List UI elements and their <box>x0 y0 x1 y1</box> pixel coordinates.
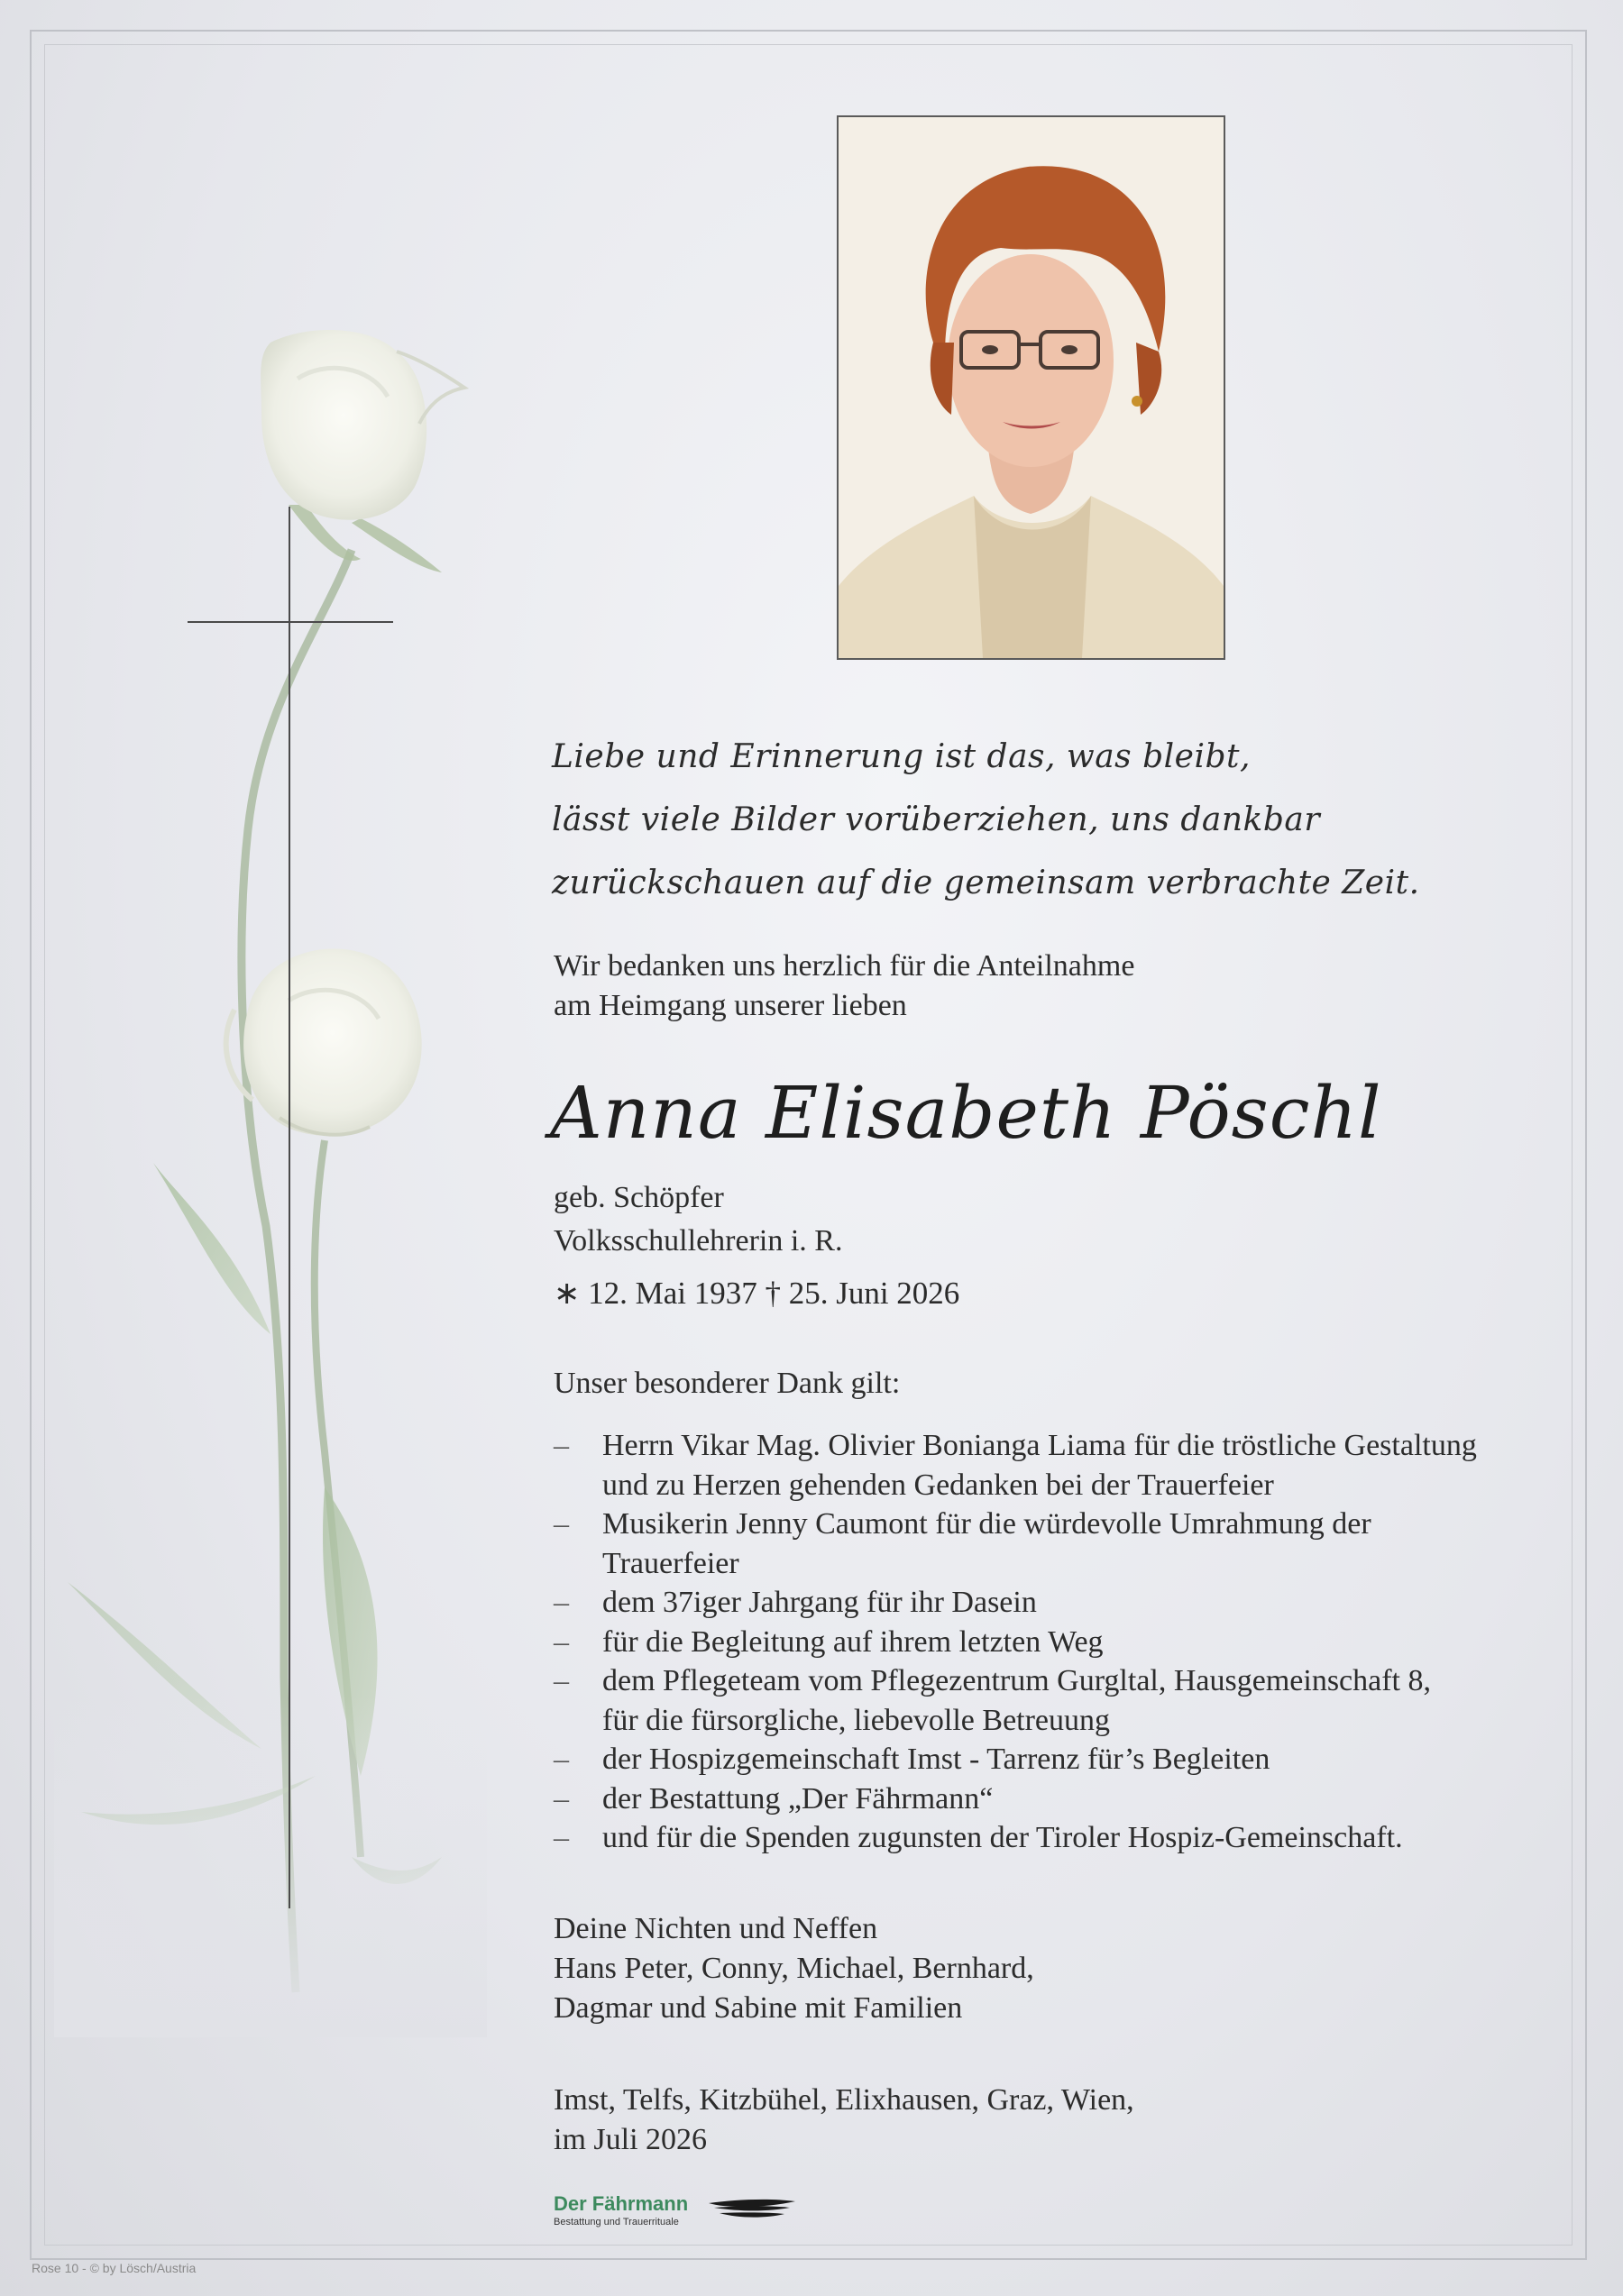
list-item <box>554 1661 1545 1740</box>
logo-name: Der Fährmann <box>554 2192 689 2215</box>
list-item <box>554 1740 1545 1779</box>
list-item-text: für die Begleitung auf ihrem letzten Weg <box>602 1624 1104 1659</box>
intro-line: Wir bedanken uns herzlich für die Anteilnahme <box>554 949 1135 983</box>
date-line: im Juli 2026 <box>554 2123 708 2156</box>
funeral-home-logo <box>554 2192 688 2227</box>
mourners <box>554 1909 1034 2028</box>
quote-line: Liebe und Erinnerung ist das, was bleibt, <box>552 738 1251 775</box>
cross-icon-bar <box>188 621 393 623</box>
list-dash: – <box>554 1624 569 1659</box>
boat-logo-icon <box>707 2196 797 2223</box>
cross-icon <box>289 507 290 1908</box>
list-item <box>554 1623 1545 1662</box>
white-rose-illustration <box>54 325 487 2037</box>
place-and-date <box>554 2081 1134 2160</box>
list-item-text: dem 37iger Jahrgang für ihr Dasein <box>602 1586 1037 1619</box>
list-dash: – <box>554 1781 569 1816</box>
mourners-line: Deine Nichten und Neffen <box>554 1912 878 1945</box>
list-item <box>554 1583 1545 1623</box>
list-item-text: der Hospizgemeinschaft Imst - Tarrenz für’s Begleiten <box>602 1743 1270 1776</box>
profession: Volksschullehrerin i. R. <box>554 1224 843 1258</box>
list-item-text: für die fürsorgliche, liebevolle Betreuung <box>602 1703 1111 1737</box>
list-item-text: der Bestattung „Der Fährmann“ <box>602 1781 994 1816</box>
list-item <box>554 1818 1545 1858</box>
thanks-intro <box>554 947 1134 1026</box>
thanks-list <box>554 1426 1545 1858</box>
list-dash: – <box>554 1429 569 1462</box>
thanks-heading: Unser besonderer Dank gilt: <box>554 1367 901 1400</box>
intro-line: am Heimgang unserer lieben <box>554 989 907 1022</box>
list-item-text: und für die Spenden zugunsten der Tiroler Hospiz-Gemeinschaft. <box>602 1821 1403 1854</box>
mourners-line: Hans Peter, Conny, Michael, Bernhard, <box>554 1952 1034 1985</box>
deceased-name: Anna Elisabeth Pöschl <box>550 1071 1382 1155</box>
maiden-name: geb. Schöpfer <box>554 1181 724 1214</box>
list-item <box>554 1779 1545 1819</box>
list-dash: – <box>554 1743 569 1776</box>
places-line: Imst, Telfs, Kitzbühel, Elixhausen, Graz, Wien, <box>554 2083 1134 2117</box>
logo-tagline: Bestattung und Trauerrituale <box>554 2217 679 2227</box>
list-item <box>554 1505 1545 1583</box>
list-dash: – <box>554 1586 569 1619</box>
life-dates: ∗ 12. Mai 1937 † 25. Juni 2026 <box>554 1276 960 1311</box>
mourners-line: Dagmar und Sabine mit Familien <box>554 1991 963 2025</box>
memorial-quote <box>552 726 1453 915</box>
image-credit: Rose 10 - © by Lösch/Austria <box>32 2261 197 2275</box>
list-dash: – <box>554 1664 569 1697</box>
list-item-text: dem Pflegeteam vom Pflegezentrum Gurgltal, Hausgemeinschaft 8, <box>602 1664 1431 1697</box>
list-dash: – <box>554 1507 569 1541</box>
list-item-text: Musikerin Jenny Caumont für die würdevolle Umrahmung der <box>602 1507 1371 1541</box>
quote-line: zurückschauen auf die gemeinsam verbrachte Zeit. <box>552 864 1420 901</box>
deceased-details <box>554 1176 842 1263</box>
quote-line: lässt viele Bilder vorüberziehen, uns dankbar <box>552 801 1321 838</box>
list-item <box>554 1426 1545 1505</box>
list-item-text: Trauerfeier <box>602 1546 739 1580</box>
list-item-text: Herrn Vikar Mag. Olivier Bonianga Liama für die tröstliche Gestaltung <box>602 1429 1477 1462</box>
list-item-text: und zu Herzen gehenden Gedanken bei der Trauerfeier <box>602 1468 1274 1502</box>
portrait-photo <box>837 115 1225 660</box>
list-dash: – <box>554 1821 569 1854</box>
